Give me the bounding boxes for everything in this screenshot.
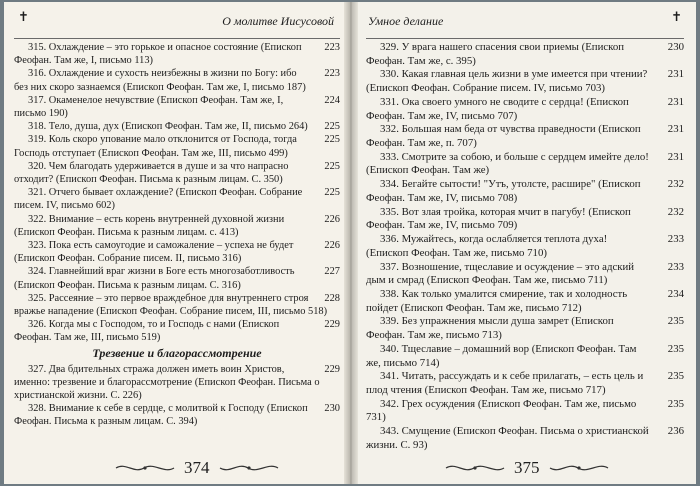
toc-entry-text: 340. Тщеславие – домашний вор (Епископ Феофан. Там же, письмо 714) bbox=[366, 342, 637, 369]
toc-page-number: 232 bbox=[667, 178, 684, 191]
toc-page-number: 233 bbox=[667, 260, 684, 273]
toc-entry bbox=[366, 96, 684, 123]
left-running-title: О молитве Иисусовой bbox=[222, 14, 334, 28]
toc-page-number: 231 bbox=[667, 68, 684, 81]
toc-page-number: 226 bbox=[324, 213, 340, 225]
toc-page-number: 225 bbox=[324, 121, 340, 133]
toc-entry bbox=[14, 67, 340, 93]
toc-entry bbox=[14, 94, 340, 120]
toc-entry-text: 341. Читать, рассуждать и к себе прилагать, – есть цель и плод чтения (Епископ Феофан. Там же, письмо 717) bbox=[366, 370, 644, 396]
toc-page-number: 230 bbox=[667, 41, 684, 53]
toc-entry-text: 332. Большая нам беда от чувства праведности (Епископ Феофан. Там же, п. 707) bbox=[366, 123, 641, 150]
toc-entry-text: 334. Бегайте сытости! "Утъ, утолсте, расшире" (Епископ Феофан. Там же, IV, письмо 708) bbox=[366, 178, 641, 204]
toc-entry bbox=[14, 213, 340, 239]
toc-entry-text: 328. Внимание к себе в сердце, с молитвой к Господу (Епископ Феофан. Письма к разным лицам. С. 394) bbox=[14, 403, 308, 428]
book-spread bbox=[4, 2, 696, 484]
toc-entry bbox=[14, 41, 340, 67]
toc-entry-text: 319. Коль скоро упование мало отклонится от Господа, тогда Господь отступает (Епископ Феофан. Там же, III, письмо 499) bbox=[14, 134, 297, 159]
toc-page-number: 231 bbox=[667, 95, 684, 108]
toc-page-number: 235 bbox=[667, 370, 684, 383]
toc-entry bbox=[366, 123, 684, 150]
toc-entry bbox=[14, 363, 340, 403]
toc-entry bbox=[366, 206, 684, 233]
toc-entry-text: 325. Рассеяние – это первое враждебное для внутреннего строя вражье нападение (Епископ Феофан. Собрание писем, III, письмо 518) bbox=[14, 292, 328, 318]
toc-entry-text: 330. Какая главная цель жизни в уме имеется при чтении? (Епископ Феофан. Собрание писем. IV, письмо 703) bbox=[366, 68, 648, 95]
toc-page-number: 223 bbox=[324, 68, 340, 80]
toc-page-number: 229 bbox=[324, 319, 340, 331]
toc-entry bbox=[366, 68, 684, 95]
right-running-head bbox=[366, 2, 684, 39]
toc-entry-text: 323. Пока есть самоугодие и саможаление – успеха не будет (Епископ Феофан. Собрание писем. II, письмо 316) bbox=[14, 240, 294, 265]
toc-entry-text: 322. Внимание – есть корень внутренней духовной жизни (Епископ Феофан. Письма к разным лицам. с. 413) bbox=[14, 213, 285, 238]
right-folio bbox=[444, 458, 610, 478]
ornament-right-icon bbox=[218, 462, 280, 474]
toc-page-number: 236 bbox=[667, 425, 684, 438]
toc-entry-text: 343. Смущение (Епископ Феофан. Письма о христианской жизни. С. 93) bbox=[366, 425, 649, 451]
toc-entry bbox=[14, 318, 340, 344]
toc-entry bbox=[366, 288, 684, 315]
toc-entry-text: 317. Окаменелое нечувствие (Епископ Феофан. Там же, I, письмо 190) bbox=[14, 94, 284, 120]
right-toc-entries bbox=[366, 39, 684, 453]
toc-entry bbox=[366, 343, 684, 370]
toc-page-number: 226 bbox=[324, 240, 340, 252]
ornament-left-icon bbox=[444, 462, 506, 474]
toc-page-number: 235 bbox=[667, 315, 684, 328]
toc-entry-text: 329. У врага нашего спасения свои приемы (Епископ Феофан. Там же, с. 395) bbox=[366, 41, 625, 67]
toc-entry bbox=[366, 370, 684, 397]
toc-entry bbox=[14, 186, 340, 212]
toc-entry bbox=[14, 292, 340, 318]
toc-entry-text: 327. Два бдительных стража должен иметь воин Христов, именно: трезвение и благорассмотрение (Епископ Феофан. Письма о христианской жизни. С. 226) bbox=[14, 363, 320, 402]
toc-page-number: 228 bbox=[324, 292, 340, 304]
toc-page-number: 225 bbox=[324, 187, 340, 199]
toc-page-number: 235 bbox=[667, 342, 684, 355]
toc-entry-text: 318. Тело, душа, дух (Епископ Феофан. Там же, II, письмо 264) bbox=[28, 121, 308, 133]
left-folio bbox=[114, 458, 280, 478]
toc-entry bbox=[366, 41, 684, 68]
toc-entry bbox=[366, 261, 684, 288]
left-page-number: 374 bbox=[184, 458, 210, 477]
toc-entry-text: 321. Отчего бывает охлаждение? (Епископ Феофан. Собрание писем. IV, письмо 602) bbox=[14, 187, 303, 212]
cross-icon: ✝ bbox=[18, 9, 29, 24]
toc-entry-text: 320. Чем благодать удерживается в душе и за что напрасно отходит? (Епископ Феофан. Письма к разным лицам. С. 350) bbox=[14, 160, 289, 186]
toc-entry bbox=[366, 425, 684, 452]
toc-entry-text: 342. Грех осуждения (Епископ Феофан. Там же, письмо 731) bbox=[366, 397, 637, 424]
ornament-right-icon bbox=[548, 462, 610, 474]
book-gutter bbox=[344, 2, 358, 484]
toc-entry bbox=[366, 315, 684, 342]
left-running-head bbox=[14, 2, 340, 39]
toc-page-number: 232 bbox=[667, 205, 684, 218]
toc-page-number: 225 bbox=[324, 160, 340, 172]
toc-page-number: 229 bbox=[324, 363, 340, 375]
toc-page-number: 223 bbox=[324, 42, 340, 53]
toc-entry-text: 333. Смотрите за собою, и больше с сердцем имейте дело! (Епископ Феофан. Там же) bbox=[366, 150, 649, 177]
toc-entry bbox=[366, 398, 684, 425]
toc-entry bbox=[366, 151, 684, 178]
ornament-left-icon bbox=[114, 462, 176, 474]
toc-entry bbox=[366, 178, 684, 205]
toc-page-number: 233 bbox=[667, 233, 684, 246]
toc-entry-text: 331. Ока своего умного не сводите с сердца! (Епископ Феофан. Там же, IV, письмо 707) bbox=[366, 95, 629, 122]
toc-entry bbox=[14, 402, 340, 428]
right-page bbox=[354, 2, 696, 484]
toc-page-number: 231 bbox=[667, 123, 684, 136]
right-page-number: 375 bbox=[514, 458, 540, 477]
toc-entry-text: 339. Без упражнения мысли душа замрет (Епископ Феофан. Там же, письмо 713) bbox=[366, 315, 614, 342]
toc-page-number: 235 bbox=[667, 397, 684, 410]
toc-entry bbox=[14, 265, 340, 291]
toc-entry-text: 315. Охлаждение – это горькое и опасное состояние (Епископ Феофан. Там же, I, письмо 113) bbox=[14, 42, 302, 67]
toc-entry bbox=[14, 160, 340, 186]
toc-page-number: 231 bbox=[667, 150, 684, 163]
toc-entry-text: 326. Когда мы с Господом, то и Господь с нами (Епископ Феофан. Там же, III, письмо 519) bbox=[14, 319, 280, 344]
cross-icon: ✝ bbox=[671, 9, 682, 24]
toc-page-number: 225 bbox=[324, 134, 340, 146]
left-toc-entries-after bbox=[14, 361, 340, 429]
left-page bbox=[4, 2, 348, 484]
toc-entry-text: 338. Как только умалится смирение, так и холодность пойдет (Епископ Феофан. Там же, письмо 712) bbox=[366, 287, 628, 314]
toc-entry-text: 335. Вот злая тройка, которая мчит в пагубу! (Епископ Феофан. Там же, IV, письмо 709) bbox=[366, 205, 631, 232]
left-toc-entries bbox=[14, 39, 340, 345]
section-title: Трезвение и благорассмотрение bbox=[92, 345, 262, 360]
toc-page-number: 224 bbox=[324, 94, 340, 106]
toc-entry-text: 337. Возношение, тщеславие и осуждение – это адский дым и смрад (Епископ Феофан. Там же, письмо 711) bbox=[366, 260, 635, 287]
toc-page-number: 230 bbox=[324, 403, 340, 415]
toc-entry bbox=[14, 239, 340, 265]
toc-entry-text: 316. Охлаждение и сухость неизбежны в жизни по Богу: ибо без них скоро зазнаемся (Епископ Феофан. Там же, I, письмо 187) bbox=[14, 68, 306, 93]
toc-entry-text: 336. Мужайтесь, когда ослабляется теплота духа! (Епископ Феофан. Там же, письмо 710) bbox=[366, 233, 608, 259]
toc-entry-text: 324. Главнейший враг жизни в Боге есть многозаботливость (Епископ Феофан. Письма к разным лицам. С. 316) bbox=[14, 266, 295, 291]
toc-entry bbox=[14, 133, 340, 159]
right-running-title: Умное делание bbox=[368, 14, 444, 28]
toc-page-number: 234 bbox=[667, 287, 684, 300]
toc-entry bbox=[14, 120, 340, 133]
toc-page-number: 227 bbox=[324, 266, 340, 278]
toc-entry bbox=[366, 233, 684, 260]
